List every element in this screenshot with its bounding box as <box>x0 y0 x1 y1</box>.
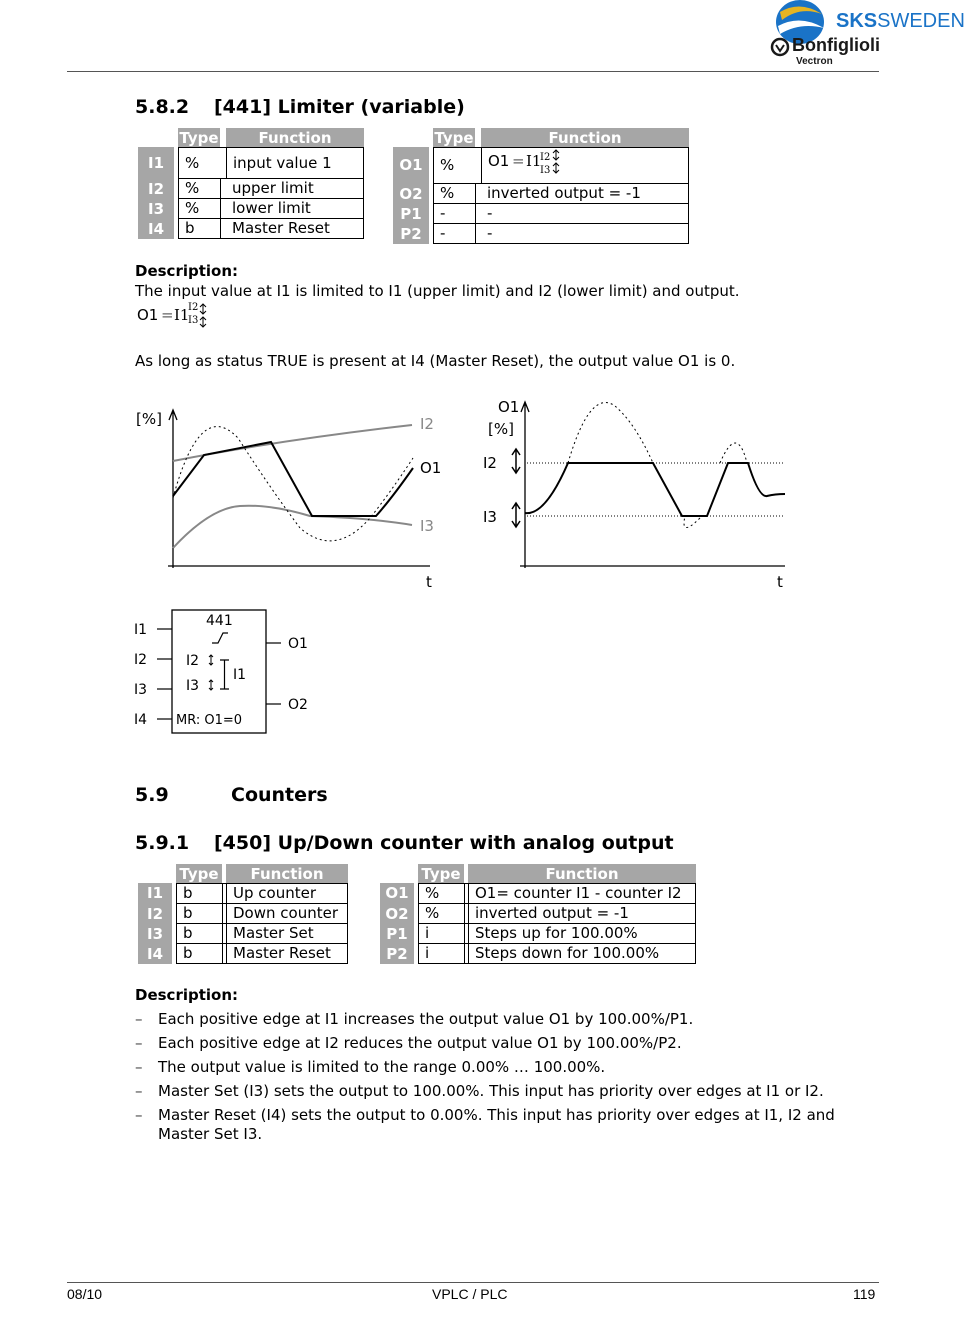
output-o2-label: O2 <box>288 697 308 713</box>
function-cell: upper limit <box>226 179 364 199</box>
footer-date: 08/10 <box>67 1286 103 1302</box>
table-row <box>380 924 696 944</box>
pin-label: O1 <box>380 883 414 904</box>
type-cell: - <box>433 224 475 244</box>
list-item: Master Set (I3) sets the output to 100.00%. This input has priority over edges at I1 or I2. <box>158 1082 824 1100</box>
formula-eq: = <box>161 306 174 324</box>
input-i4-label: I4 <box>134 712 148 728</box>
type-cell: b <box>176 883 222 904</box>
type-cell: b <box>176 944 222 964</box>
inputs-table <box>138 128 364 239</box>
type-cell: % <box>418 904 464 924</box>
up-down-arrows-icon <box>552 149 560 175</box>
input-i2-label: I2 <box>134 652 148 668</box>
limiter-graph-left <box>130 398 450 593</box>
col-type: Type <box>176 864 222 883</box>
list-item: Each positive edge at I2 reduces the output value O1 by 100.00%/P2. <box>158 1034 682 1052</box>
formula-i1: I1 <box>174 306 190 324</box>
formula-i1: I1 <box>526 152 542 170</box>
bullet-dash: – <box>135 1058 143 1076</box>
function-cell: Up counter <box>226 883 348 904</box>
pin-label: I3 <box>138 199 174 219</box>
pin-label: I1 <box>138 147 174 179</box>
col-function: Function <box>468 864 696 883</box>
up-down-arrows-icon <box>199 303 207 329</box>
formula-i3: I3 <box>188 315 199 326</box>
series-label-i2: I2 <box>483 454 497 472</box>
section-title: [450] Up/Down counter with analog output <box>214 832 674 854</box>
section-title: [441] Limiter (variable) <box>214 96 465 118</box>
y-axis-label-top: O1 <box>498 398 520 416</box>
i3-curve <box>173 506 412 548</box>
table-row <box>380 904 696 924</box>
type-cell: i <box>418 944 464 964</box>
type-cell: % <box>178 199 220 219</box>
function-cell: Master Set <box>226 924 348 944</box>
description-heading: Description: <box>135 262 239 280</box>
pin-label: P1 <box>380 924 414 944</box>
col-type: Type <box>434 128 474 147</box>
pin-label: P1 <box>393 204 429 224</box>
function-cell: Steps up for 100.00% <box>468 924 696 944</box>
function-cell: Steps down for 100.00% <box>468 944 696 964</box>
inner-i3-label: I3 <box>186 678 200 694</box>
type-cell: % <box>178 179 220 199</box>
pin-label: O1 <box>393 147 429 184</box>
outputs-table <box>393 128 689 244</box>
pin-label: I4 <box>138 944 172 964</box>
description-text: The input value at I1 is limited to I1 (upper limit) and I2 (lower limit) and output. <box>135 282 740 300</box>
table-row <box>138 924 348 944</box>
col-function: Function <box>226 864 348 883</box>
table-row <box>393 184 689 204</box>
inner-i2-label: I2 <box>186 653 200 669</box>
function-cell <box>481 147 689 184</box>
col-function: Function <box>481 128 689 147</box>
series-label-i3: I3 <box>483 508 497 526</box>
formula-i2: I2 <box>540 152 551 163</box>
table-row <box>380 883 696 904</box>
function-cell: O1= counter I1 - counter I2 <box>468 883 696 904</box>
function-cell: inverted output = -1 <box>468 904 696 924</box>
limiter-graph-right <box>475 398 795 593</box>
function-block-diagram <box>130 605 330 740</box>
col-type: Type <box>179 128 219 147</box>
pin-label: O2 <box>380 904 414 924</box>
type-cell: % <box>178 147 220 179</box>
col-function: Function <box>226 128 364 147</box>
formula-o1: O1 <box>488 152 510 170</box>
y-axis <box>521 402 529 568</box>
function-cell: inverted output = -1 <box>481 184 689 204</box>
table-row <box>393 224 689 244</box>
formula-eq: = <box>512 152 525 170</box>
section-number: 5.9.1 <box>135 832 190 854</box>
pin-label: O2 <box>393 184 429 204</box>
table-row <box>380 944 696 964</box>
table-row <box>138 904 348 924</box>
brand-name: Bonfiglioli <box>792 35 880 55</box>
series-label-i2: I2 <box>420 415 434 433</box>
description-heading: Description: <box>135 986 239 1004</box>
table-row <box>138 883 348 904</box>
i3-arrow-icon <box>512 503 520 527</box>
table-row <box>393 204 689 224</box>
function-cell: Master Reset <box>226 944 348 964</box>
block-number: 441 <box>206 613 233 629</box>
function-cell: input value 1 <box>226 147 364 179</box>
footer-rule <box>67 1282 879 1283</box>
x-axis-label: t <box>426 573 432 591</box>
inner-i1-label: I1 <box>233 667 247 683</box>
bullet-dash: – <box>135 1082 143 1100</box>
footer-doc-title: VPLC / PLC <box>432 1286 508 1302</box>
section-number: 5.8.2 <box>135 96 190 118</box>
formula-i3: I3 <box>540 165 551 176</box>
table-row <box>393 147 689 184</box>
input-i1-label: I1 <box>134 622 148 638</box>
pin-label: I3 <box>138 924 172 944</box>
i2-arrow-icon <box>512 449 520 473</box>
input-dotted-curve <box>568 403 747 528</box>
section-number: 5.9 <box>135 784 169 806</box>
brand-sub: Vectron <box>796 56 833 67</box>
bullet-dash: – <box>135 1106 143 1124</box>
function-cell: - <box>481 204 689 224</box>
outputs-table <box>380 864 696 964</box>
output-o1-label: O1 <box>288 636 308 652</box>
list-item: Each positive edge at I1 increases the output value O1 by 100.00%/P1. <box>158 1010 694 1028</box>
pin-label: I4 <box>138 219 174 239</box>
type-cell: - <box>433 204 475 224</box>
o1-curve <box>173 442 413 516</box>
pin-label: I1 <box>138 883 172 904</box>
brand-secondary: SWEDEN <box>877 10 965 32</box>
brand-logo <box>770 0 965 70</box>
header-rule <box>67 71 879 72</box>
type-cell: i <box>418 924 464 944</box>
pin-label: I2 <box>138 904 172 924</box>
series-label-o1: O1 <box>420 459 442 477</box>
bullet-dash: – <box>135 1010 143 1028</box>
footer-page-number: 119 <box>853 1286 876 1302</box>
y-axis-label: [%] <box>488 420 514 438</box>
table-row <box>138 199 364 219</box>
list-item-continuation: Master Set I3. <box>158 1125 263 1143</box>
o1-curve <box>525 463 785 516</box>
table-row <box>138 944 348 964</box>
function-formula <box>488 148 688 178</box>
type-cell: % <box>433 184 475 204</box>
inputs-table <box>138 864 348 964</box>
list-item: The output value is limited to the range 0.00% … 100.00%. <box>158 1058 606 1076</box>
brand-primary: SKS <box>836 10 878 32</box>
series-label-i3: I3 <box>420 517 434 535</box>
pin-label: P2 <box>393 224 429 244</box>
table-row <box>138 179 364 199</box>
list-item: Master Reset (I4) sets the output to 0.00%. This input has priority over edges at I1, I2 and <box>158 1106 835 1124</box>
type-cell: % <box>418 883 464 904</box>
col-type: Type <box>418 864 464 883</box>
pin-label: I2 <box>138 179 174 199</box>
y-axis-label: [%] <box>136 410 162 428</box>
table-row <box>138 219 364 239</box>
master-reset-label: MR: O1=0 <box>176 713 243 728</box>
description-formula <box>137 303 227 331</box>
function-cell: Master Reset <box>226 219 364 239</box>
type-cell: % <box>433 147 475 184</box>
type-cell: b <box>176 924 222 944</box>
pin-label: P2 <box>380 944 414 964</box>
formula-i2: I2 <box>188 302 199 313</box>
section-title: Counters <box>231 784 328 806</box>
i2-curve <box>173 425 412 461</box>
description-text: As long as status TRUE is present at I4 (Master Reset), the output value O1 is 0. <box>135 352 736 370</box>
table-row <box>138 147 364 179</box>
input-i3-label: I3 <box>134 682 148 698</box>
x-axis-label: t <box>777 573 783 591</box>
function-cell: - <box>481 224 689 244</box>
bullet-dash: – <box>135 1034 143 1052</box>
type-cell: b <box>178 219 220 239</box>
function-cell: lower limit <box>226 199 364 219</box>
formula-o1: O1 <box>137 306 159 324</box>
type-cell: b <box>176 904 222 924</box>
function-cell: Down counter <box>226 904 348 924</box>
